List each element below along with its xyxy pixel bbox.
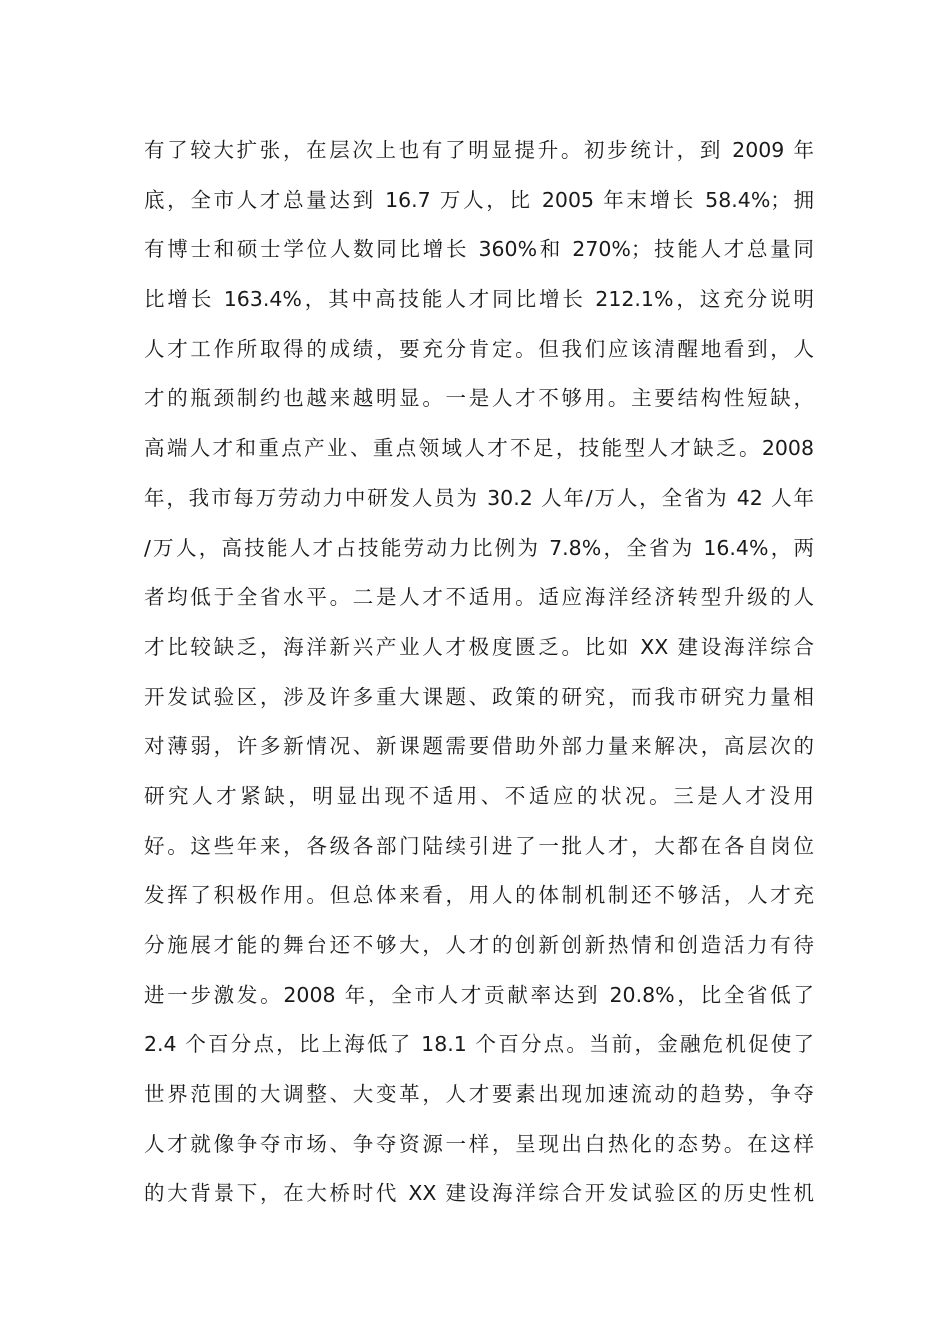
text-line: /万人，高技能人才占技能劳动力比例为 7.8%，全省为 16.4%，两	[144, 535, 814, 560]
text-line: 好。这些年来，各级各部门陆续引进了一批人才，大都在各自岗位	[144, 833, 814, 858]
text-line: 的大背景下，在大桥时代 XX 建设海洋综合开发试验区的历史性机	[144, 1181, 814, 1206]
text-line: 开发试验区，涉及许多重大课题、政策的研究，而我市研究力量相	[144, 684, 814, 709]
text-line: 比增长 163.4%，其中高技能人才同比增长 212.1%，这充分说明	[144, 287, 814, 312]
body-paragraph	[144, 126, 814, 1219]
text-line: 有了较大扩张，在层次上也有了明显提升。初步统计，到 2009 年	[144, 138, 814, 162]
text-line: 者均低于全省水平。二是人才不适用。适应海洋经济转型升级的人	[144, 585, 814, 610]
text-line: 进一步激发。2008 年，全市人才贡献率达到 20.8%，比全省低了	[144, 982, 814, 1007]
text-line: 对薄弱，许多新情况、新课题需要借助外部力量来解决，高层次的	[144, 734, 814, 759]
text-line: 才比较缺乏，海洋新兴产业人才极度匮乏。比如 XX 建设海洋综合	[144, 634, 814, 659]
text-line: 人才就像争夺市场、争夺资源一样，呈现出白热化的态势。在这样	[144, 1131, 814, 1156]
text-line: 高端人才和重点产业、重点领域人才不足，技能型人才缺乏。2008	[144, 436, 814, 461]
text-line: 年，我市每万劳动力中研发人员为 30.2 人年/万人，全省为 42 人年	[144, 485, 814, 510]
text-line: 有博士和硕士学位人数同比增长 360%和 270%；技能人才总量同	[144, 237, 814, 262]
text-line: 2.4 个百分点，比上海低了 18.1 个百分点。当前，金融危机促使了	[144, 1032, 814, 1057]
text-line: 发挥了积极作用。但总体来看，用人的体制机制还不够活，人才充	[144, 883, 814, 908]
text-line: 世界范围的大调整、大变革，人才要素出现加速流动的趋势，争夺	[144, 1082, 814, 1107]
text-line: 人才工作所取得的成绩，要充分肯定。但我们应该清醒地看到，人	[144, 336, 814, 361]
text-line: 分施展才能的舞台还不够大，人才的创新创新热情和创造活力有待	[144, 933, 814, 957]
text-line: 研究人才紧缺，明显出现不适用、不适应的状况。三是人才没用	[144, 783, 814, 808]
text-line: 才的瓶颈制约也越来越明显。一是人才不够用。主要结构性短缺，	[144, 386, 814, 411]
text-line: 底，全市人才总量达到 16.7 万人，比 2005 年末增长 58.4%；拥	[144, 187, 814, 212]
